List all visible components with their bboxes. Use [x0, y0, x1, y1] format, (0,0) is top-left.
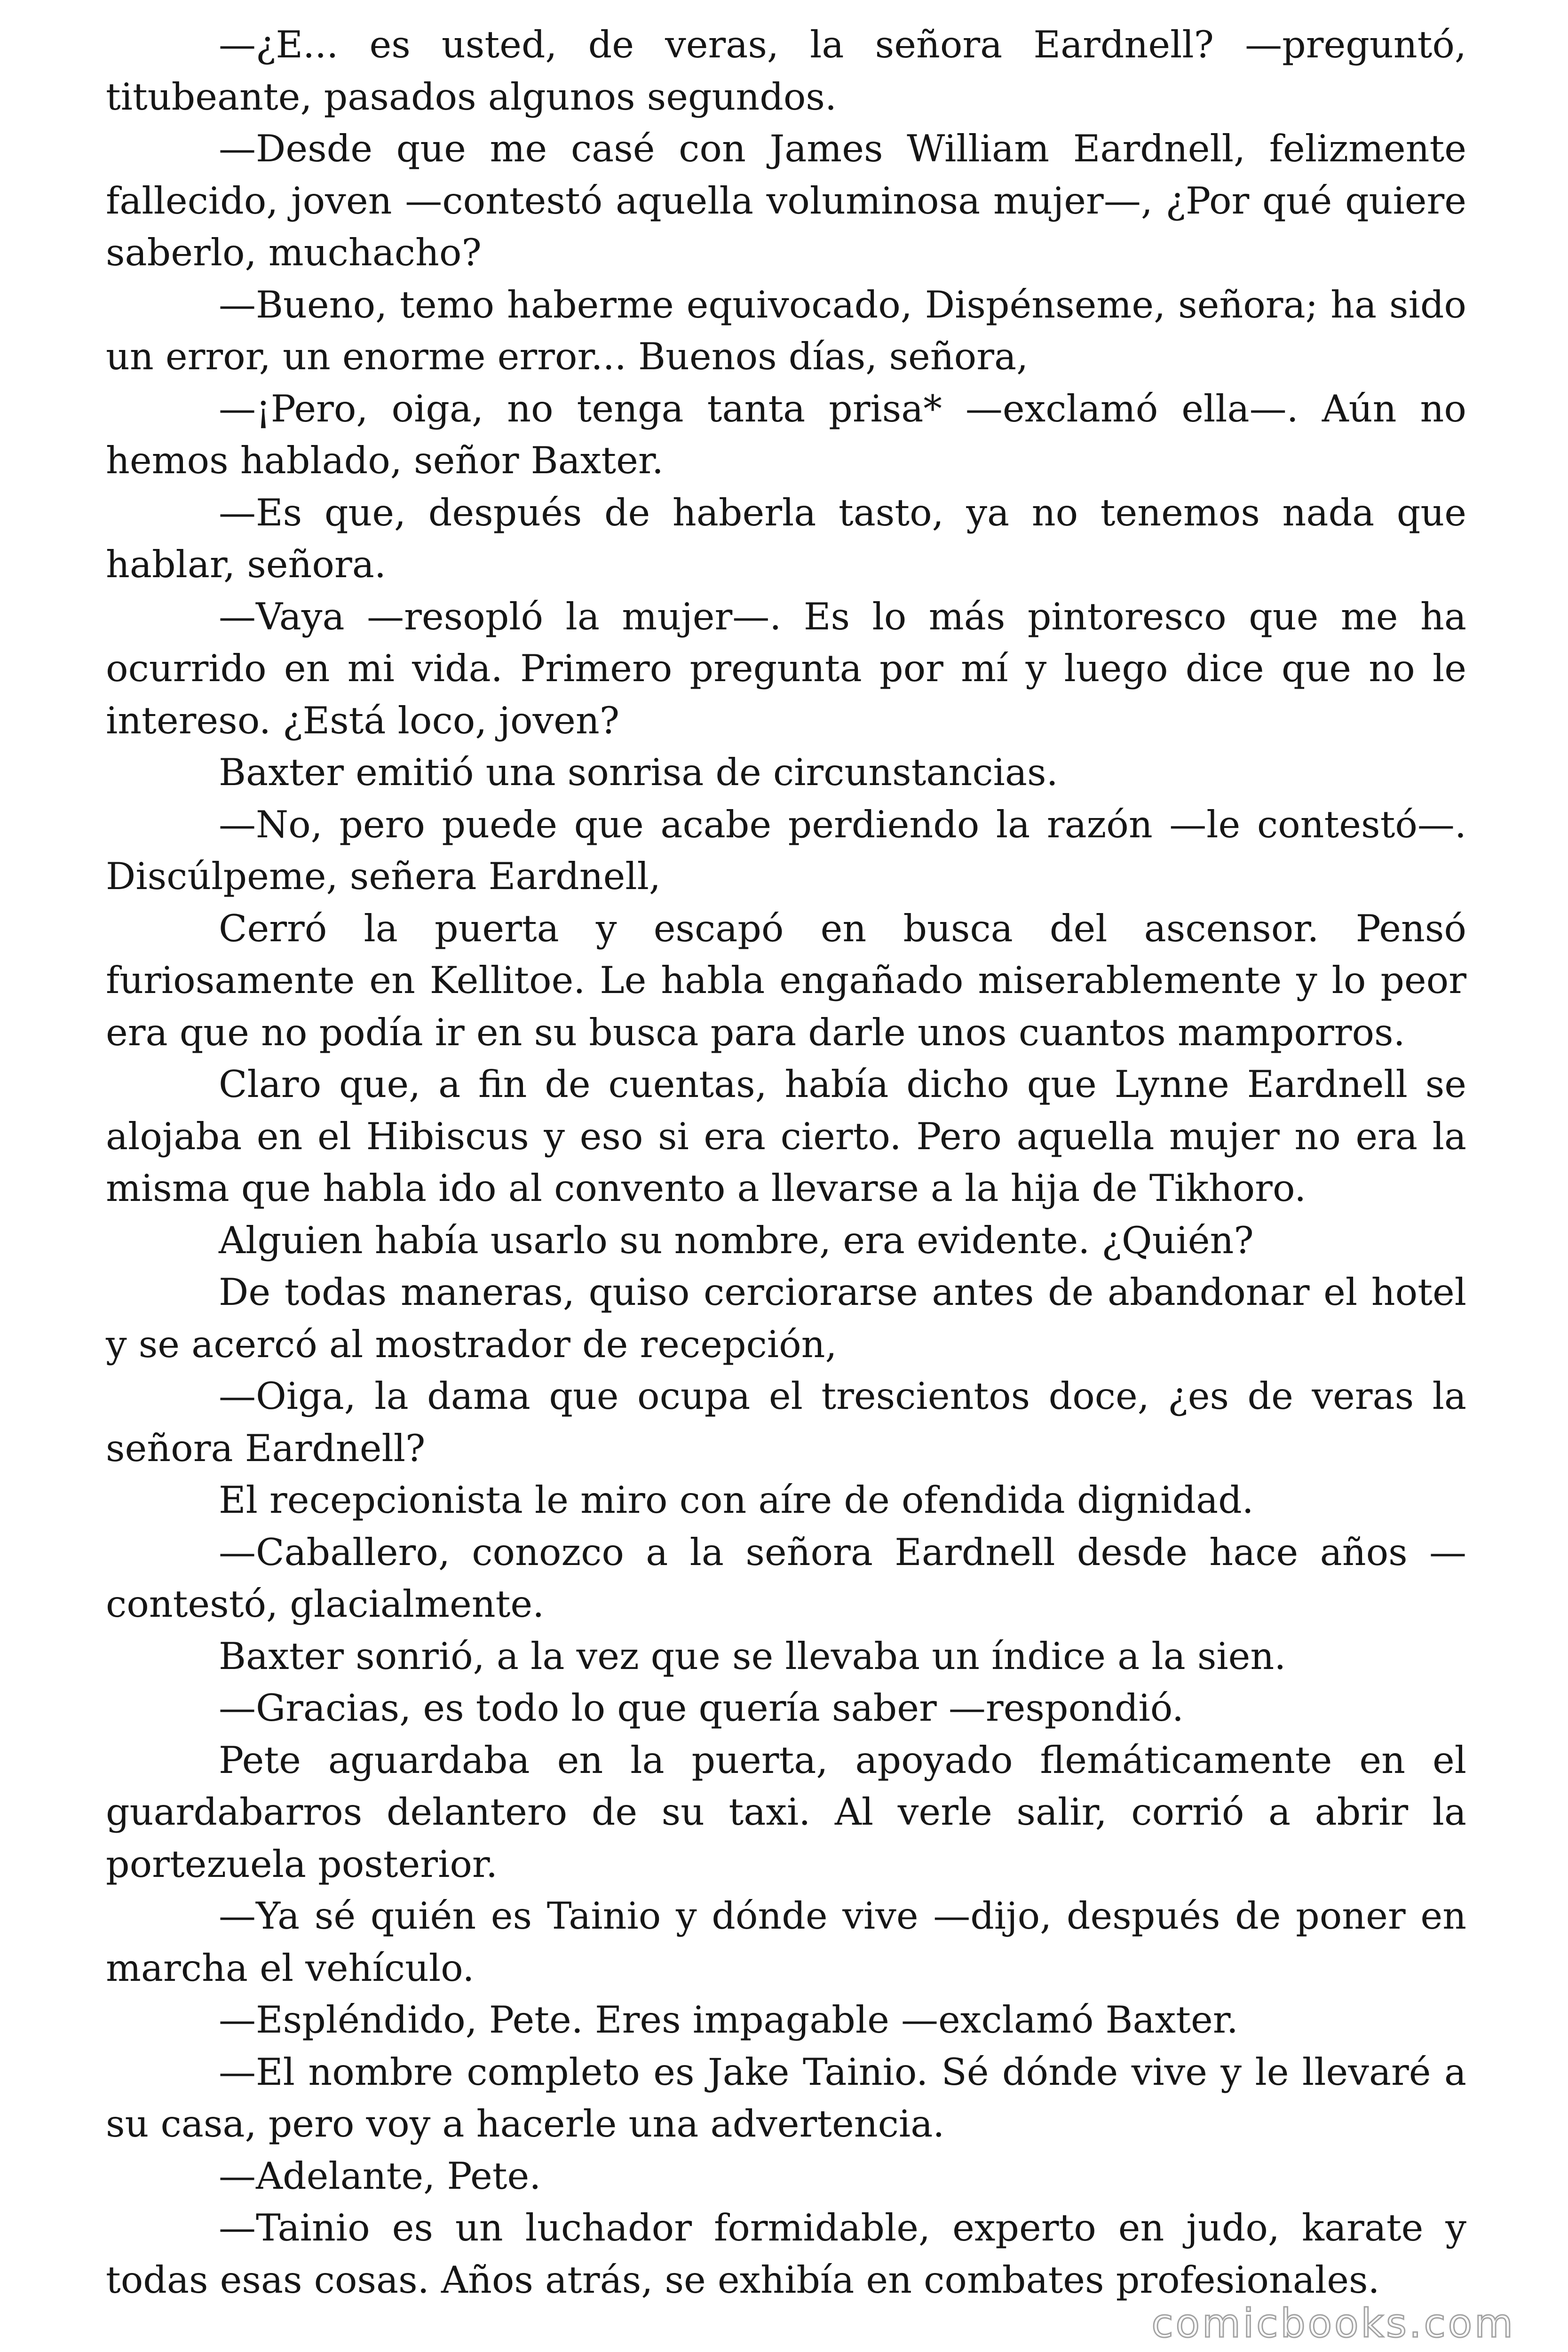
paragraph: —Tainio es un luchador formidable, experto en judo, karate y todas esas cosas. Años atrás, se exhibía en combates profesionales. [106, 2206, 1466, 2302]
paragraph: —Caballero, conozco a la señora Eardnell desde hace años —contestó, glacialmente. [106, 1530, 1466, 1626]
paragraph: Baxter sonrió, a la vez que se llevaba un índice a la sien. [219, 1634, 1286, 1678]
page-body [106, 19, 1466, 2306]
paragraph: —Oiga, la dama que ocupa el trescientos doce, ¿es de veras la señora Eardnell? [106, 1375, 1466, 1470]
paragraph: —Vaya —resopló la mujer—. Es lo más pintoresco que me ha ocurrido en mi vida. Primero pregunta por mí y luego dice que no le intereso. ¿Está loco, joven? [106, 595, 1466, 742]
paragraph: Alguien había usarlo su nombre, era evidente. ¿Quién? [219, 1218, 1254, 1262]
paragraph: Claro que, a fin de cuentas, había dicho que Lynne Eardnell se alojaba en el Hibiscus y eso si era cierto. Pero aquella mujer no era la misma que habla ido al convento a llevarse a la hija de Tikhoro. [106, 1063, 1466, 1210]
paragraph: —Desde que me casé con James William Eardnell, felizmente fallecido, joven —contestó aquella voluminosa mujer—, ¿Por qué quiere saberlo, muchacho? [106, 127, 1466, 274]
paragraph: —¡Pero, oiga, no tenga tanta prisa* —exclamó ella—. Aún no hemos hablado, señor Baxter. [106, 387, 1466, 482]
paragraph: —¿E... es usted, de veras, la señora Eardnell? —preguntó, titubeante, pasados algunos segundos. [106, 23, 1466, 119]
paragraph: Cerró la puerta y escapó en busca del ascensor. Pensó furiosamente en Kellitoe. Le habla engañado miserablemente y lo peor era que no podía ir en su busca para darle unos cuantos mamporros. [106, 906, 1466, 1054]
paragraph: Baxter emitió una sonrisa de circunstancias. [219, 751, 1058, 794]
paragraph: —Es que, después de haberla tasto, ya no tenemos nada que hablar, señora. [106, 491, 1466, 586]
paragraph: —El nombre completo es Jake Tainio. Sé dónde vive y le llevaré a su casa, pero voy a hacerle una advertencia. [106, 2050, 1466, 2145]
paragraph: —Ya sé quién es Tainio y dónde vive —dijo, después de poner en marcha el vehículo. [106, 1894, 1466, 1990]
paragraph: Pete aguardaba en la puerta, apoyado flemáticamente en el guardabarros delantero de su taxi. Al verle salir, corrió a abrir la portezuela posterior. [106, 1738, 1466, 1886]
watermark: comicbooks.com [1151, 2300, 1515, 2346]
paragraph: —Gracias, es todo lo que quería saber —respondió. [219, 1686, 1184, 1730]
paragraph: —No, pero puede que acabe perdiendo la razón —le contestó—. Discúlpeme, señera Eardnell, [106, 803, 1466, 898]
paragraph: El recepcionista le miro con aíre de ofendida dignidad. [219, 1478, 1254, 1522]
paragraph: —Adelante, Pete. [219, 2154, 541, 2198]
paragraph: —Espléndido, Pete. Eres impagable —exclamó Baxter. [219, 1998, 1238, 2042]
paragraph: De todas maneras, quiso cerciorarse antes de abandonar el hotel y se acercó al mostrador de recepción, [106, 1271, 1466, 1366]
paragraph: —Bueno, temo haberme equivocado, Dispénseme, señora; ha sido un error, un enorme error... Buenos días, señora, [106, 283, 1466, 378]
